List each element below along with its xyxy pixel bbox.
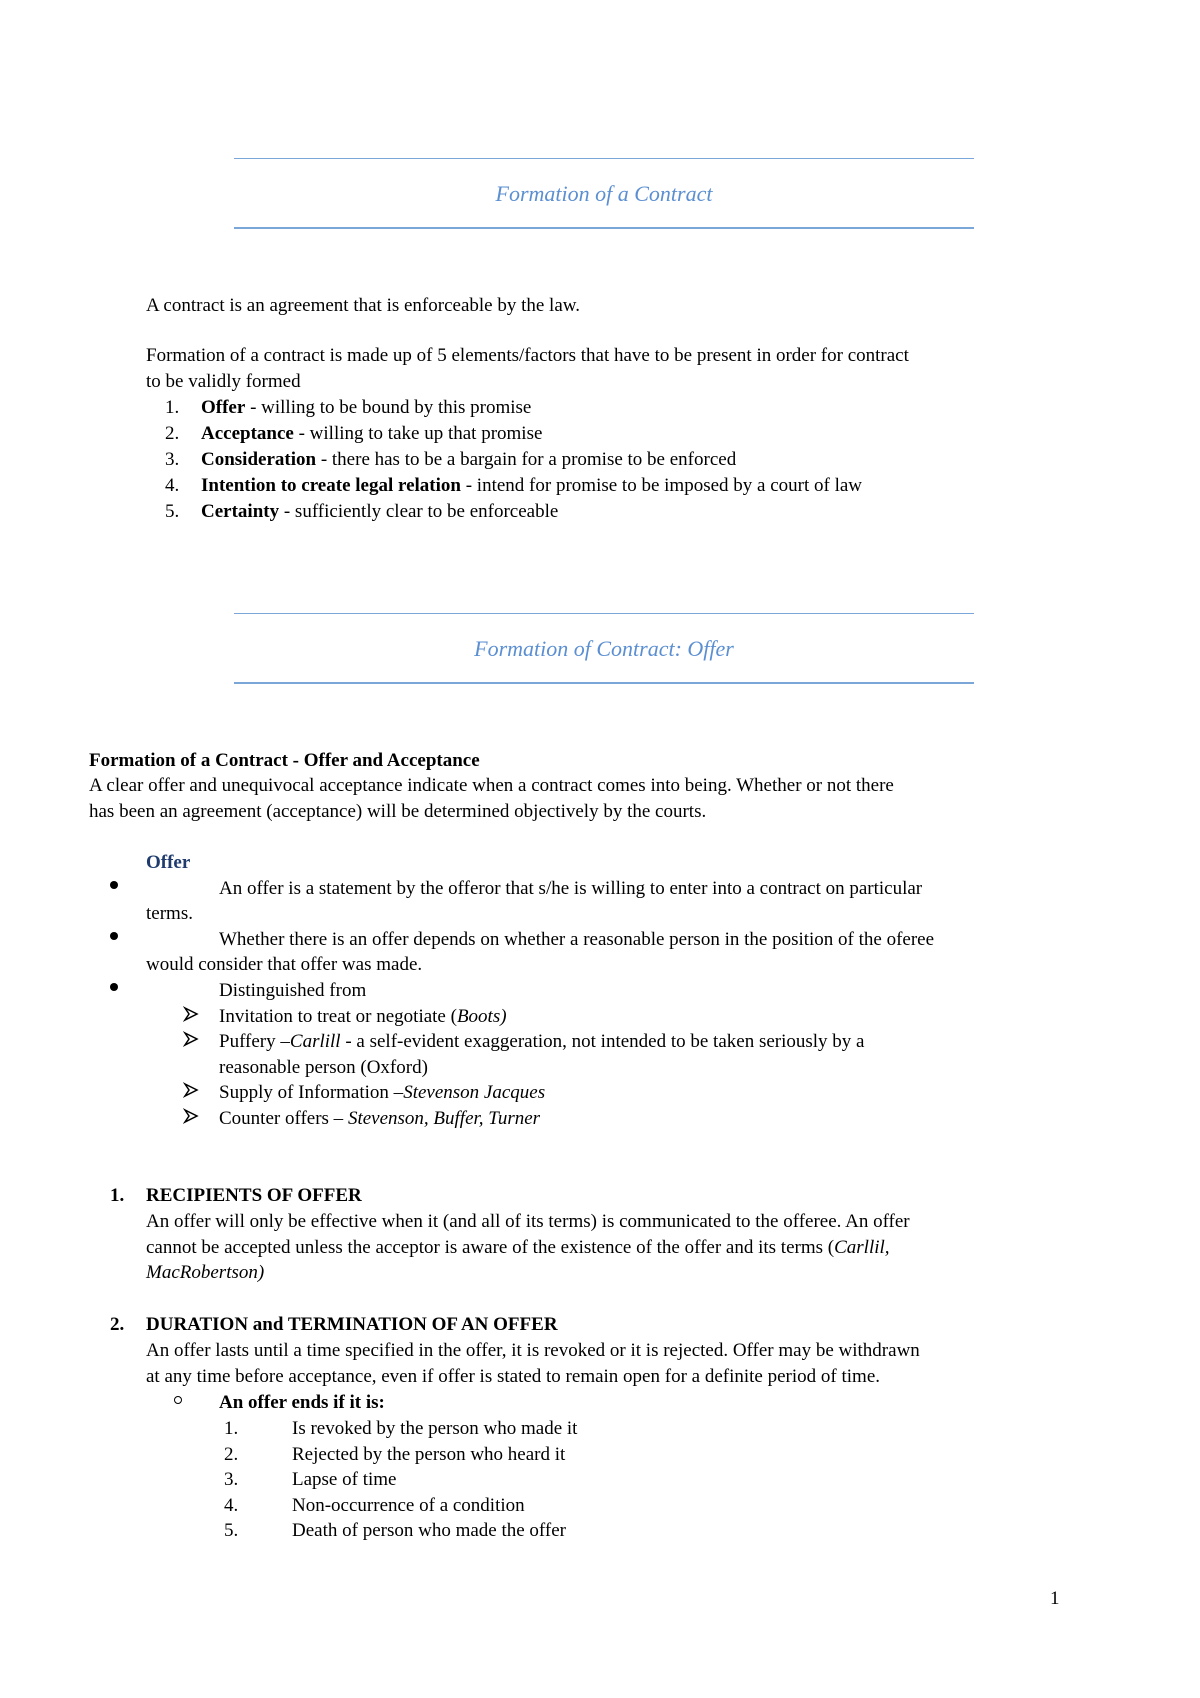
section-title-formation: Formation of a Contract — [495, 181, 713, 206]
case-name: Carlill — [289, 1031, 341, 1052]
heading-rule-bottom — [234, 227, 974, 229]
case-name: Stevenson Jacques — [403, 1082, 546, 1103]
list-item: Is revoked by the person who made it — [292, 1418, 578, 1439]
heading-rule-bottom — [234, 682, 974, 684]
bullet-text: Whether there is an offer depends on whether a reasonable person in the position of the oferee — [219, 929, 935, 950]
sub-bullet-text — [219, 1106, 540, 1132]
element-term: Certainty — [201, 501, 280, 522]
list-number: 2. — [224, 1444, 239, 1465]
bullet-text: Distinguished from — [219, 980, 367, 1001]
sub-bullet-rest: - a self-evident exaggeration, not intended to be taken seriously by a — [340, 1031, 865, 1052]
arrow-bullet-icon — [183, 1031, 199, 1047]
list-number: 5. — [224, 1520, 239, 1541]
list-item: Lapse of time — [292, 1469, 397, 1490]
section-number — [110, 1183, 124, 1209]
element-desc: - there has to be a bargain for a promise to be enforced — [316, 449, 737, 470]
list-number: 3. — [165, 449, 180, 470]
sub-bullet-main: Puffery – — [219, 1031, 290, 1052]
sub-bullet-text — [219, 1029, 865, 1055]
list-item: Non-occurrence of a condition — [292, 1495, 525, 1516]
bullet-icon — [110, 881, 118, 889]
sub-bullet-main: Invitation to treat or negotiate ( — [219, 1006, 457, 1027]
bullet-text: terms. — [146, 903, 193, 924]
case-name: Boots) — [456, 1006, 507, 1027]
element-term: Consideration — [201, 449, 317, 470]
section-title-offer: Formation of Contract: Offer — [474, 636, 734, 661]
heading-rule-top — [234, 613, 974, 614]
sub-bullet-main: Counter offers – — [219, 1108, 348, 1129]
arrow-bullet-icon — [183, 1006, 199, 1022]
sub-bullet-text — [219, 1004, 507, 1030]
list-item — [201, 395, 531, 421]
list-item: Rejected by the person who heard it — [292, 1444, 566, 1465]
section-number-text: 2. — [110, 1314, 125, 1335]
element-desc: - sufficiently clear to be enforceable — [279, 501, 559, 522]
recipients-line — [146, 1235, 890, 1261]
offer-label: Offer — [146, 852, 191, 873]
recipients-text: cannot be accepted unless the acceptor is aware of the existence of the offer and its terms ( — [146, 1237, 835, 1258]
arrow-bullet-icon — [183, 1108, 199, 1124]
case-name: Carllil, — [834, 1237, 890, 1258]
section-heading-text: DURATION and TERMINATION OF AN OFFER — [146, 1314, 558, 1335]
element-desc: - intend for promise to be imposed by a court of law — [460, 475, 862, 496]
section-heading-text: RECIPIENTS OF OFFER — [146, 1185, 362, 1206]
intro-paragraph-line: Formation of a contract is made up of 5 elements/factors that have to be present in order for contract — [146, 345, 909, 366]
offer-paragraph-line: A clear offer and unequivocal acceptance indicate when a contract comes into being. Whether or not there — [89, 775, 894, 796]
bullet-icon — [110, 983, 118, 991]
list-number: 3. — [224, 1469, 239, 1490]
list-item — [201, 473, 862, 499]
element-desc: - willing to be bound by this promise — [245, 397, 532, 418]
ends-label-text: An offer ends if it is: — [219, 1392, 385, 1413]
list-number: 4. — [224, 1495, 239, 1516]
contract-definition: A contract is an agreement that is enforceable by the law. — [146, 295, 581, 316]
list-item — [201, 499, 558, 525]
element-term: Acceptance — [201, 423, 294, 444]
section-number-text: 1. — [110, 1185, 125, 1206]
case-name: MacRobertson) — [146, 1262, 265, 1283]
list-item — [201, 421, 542, 447]
subheading-text: Formation of a Contract - Offer and Acceptance — [89, 750, 480, 771]
bullet-text: would consider that offer was made. — [146, 954, 423, 975]
recipients-line — [146, 1260, 264, 1286]
page-number: 1 — [1050, 1588, 1060, 1609]
list-item: Death of person who made the offer — [292, 1520, 566, 1541]
subheading — [89, 748, 480, 774]
list-number: 5. — [165, 501, 180, 522]
offer-paragraph-line: has been an agreement (acceptance) will be determined objectively by the courts. — [89, 801, 707, 822]
intro-paragraph-line: to be validly formed — [146, 371, 301, 392]
duration-line: An offer lasts until a time specified in the offer, it is revoked or it is rejected. Offer may be withdrawn — [146, 1340, 920, 1361]
circle-bullet-icon — [174, 1396, 182, 1404]
section-number — [110, 1312, 124, 1338]
section-heading-recipients — [146, 1183, 362, 1209]
list-number: 4. — [165, 475, 180, 496]
sub-bullet-text — [219, 1080, 545, 1106]
arrow-bullet-icon — [183, 1082, 199, 1098]
list-number: 1. — [224, 1418, 239, 1439]
element-desc: - willing to take up that promise — [293, 423, 543, 444]
duration-line: at any time before acceptance, even if offer is stated to remain open for a definite period of time. — [146, 1366, 880, 1387]
list-number: 1. — [165, 397, 180, 418]
bullet-text: An offer is a statement by the offeror that s/he is willing to enter into a contract on particular — [219, 878, 923, 899]
element-term: Intention to create legal relation — [201, 475, 461, 496]
list-number: 2. — [165, 423, 180, 444]
ends-label — [219, 1390, 385, 1416]
section-heading-duration — [146, 1312, 558, 1338]
sub-bullet-main: Supply of Information – — [219, 1082, 404, 1103]
case-name: Stevenson, Buffer, Turner — [347, 1108, 541, 1129]
recipients-line: An offer will only be effective when it (and all of its terms) is communicated to the offeree. An offer — [146, 1211, 910, 1232]
element-term: Offer — [201, 397, 246, 418]
list-item — [201, 447, 736, 473]
bullet-icon — [110, 932, 118, 940]
heading-rule-top — [234, 158, 974, 159]
sub-bullet-text: reasonable person (Oxford) — [219, 1057, 428, 1078]
